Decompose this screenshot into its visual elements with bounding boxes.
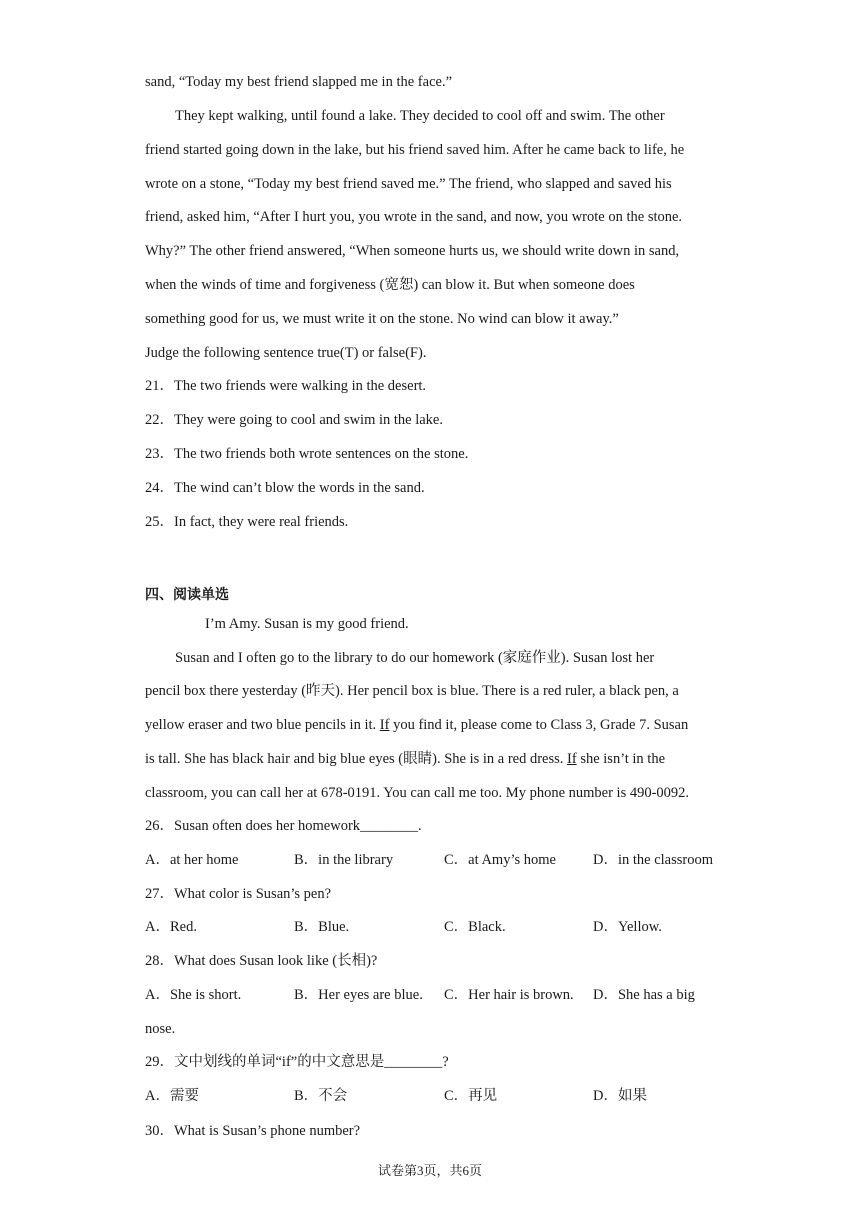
- option-a: A．She is short.: [145, 987, 242, 1003]
- passage2-line: [145, 715, 725, 735]
- option-wrap: nose.: [145, 1021, 176, 1037]
- passage2-line: Susan and I often go to the library to do our homework (家庭作业). Susan lost her: [175, 650, 655, 666]
- section-heading: 四、阅读单选: [145, 587, 229, 603]
- option-b: B．不会: [294, 1088, 348, 1104]
- passage2-text: is tall. She has black hair and big blue eyes (眼睛). She is in a red dress.: [145, 751, 568, 767]
- passage2-text: she isn’t in the: [576, 751, 666, 767]
- passage-line: sand, “Today my best friend slapped me in the face.”: [145, 74, 452, 90]
- passage-line: wrote on a stone, “Today my best friend saved me.” The friend, who slapped and saved his: [145, 176, 672, 192]
- underlined-word-if: If: [567, 751, 577, 767]
- option-a: A．需要: [145, 1088, 199, 1104]
- option-c: C．Her hair is brown.: [444, 987, 574, 1003]
- option-b: B．Her eyes are blue.: [294, 987, 423, 1003]
- mc-question-stem: 30．What is Susan’s phone number?: [145, 1123, 361, 1139]
- underlined-word-if: If: [379, 717, 390, 733]
- option-d: D．in the classroom: [593, 852, 714, 868]
- passage-line: Why?” The other friend answered, “When someone hurts us, we should write down in sand,: [145, 243, 680, 259]
- mc-question-stem: 28．What does Susan look like (长相)?: [145, 953, 378, 969]
- passage2-line: I’m Amy. Susan is my good friend.: [205, 616, 409, 632]
- tf-question: 22．They were going to cool and swim in the lake.: [145, 412, 443, 428]
- tf-question: 23．The two friends both wrote sentences on the stone.: [145, 446, 469, 462]
- option-d: D．Yellow.: [593, 919, 662, 935]
- passage-line: something good for us, we must write it on the stone. No wind can blow it away.”: [145, 311, 619, 327]
- option-b: B．in the library: [294, 852, 394, 868]
- option-d: D．She has a big: [593, 987, 695, 1003]
- option-c: C．再见: [444, 1088, 498, 1104]
- tf-instruction: Judge the following sentence true(T) or false(F).: [145, 345, 427, 361]
- mc-question-stem: 26．Susan often does her homework________.: [145, 818, 422, 834]
- passage-line: They kept walking, until found a lake. They decided to cool off and swim. The other: [175, 108, 665, 124]
- option-a: A．Red.: [145, 919, 197, 935]
- tf-question: 21．The two friends were walking in the desert.: [145, 378, 427, 394]
- option-c: C．at Amy’s home: [444, 852, 556, 868]
- passage2-line: pencil box there yesterday (昨天). Her pencil box is blue. There is a red ruler, a black pen, a: [145, 683, 679, 699]
- passage2-text: you find it, please come to Class 3, Grade 7. Susan: [389, 717, 689, 733]
- passage-line: when the winds of time and forgiveness (宽恕) can blow it. But when someone does: [145, 277, 635, 293]
- passage2-text: yellow eraser and two blue pencils in it.: [145, 717, 380, 733]
- option-b: B．Blue.: [294, 919, 350, 935]
- mc-question-stem: 27．What color is Susan’s pen?: [145, 886, 332, 902]
- option-c: C．Black.: [444, 919, 506, 935]
- tf-question: 25．In fact, they were real friends.: [145, 514, 349, 530]
- passage2-line: classroom, you can call her at 678-0191. You can call me too. My phone number is 490-0092.: [145, 785, 690, 801]
- page-footer: 试卷第3页，共6页: [377, 1163, 482, 1178]
- passage2-line: [145, 749, 725, 769]
- passage-line: friend, asked him, “After I hurt you, you wrote in the sand, and now, you wrote on the stone.: [145, 209, 683, 225]
- mc-question-stem: 29．文中划线的单词“if”的中文意思是________?: [145, 1054, 449, 1070]
- option-d: D．如果: [593, 1088, 647, 1104]
- passage-line: friend started going down in the lake, but his friend saved him. After he came back to life, he: [145, 142, 685, 158]
- option-a: A．at her home: [145, 852, 239, 868]
- tf-question: 24．The wind can’t blow the words in the sand.: [145, 480, 425, 496]
